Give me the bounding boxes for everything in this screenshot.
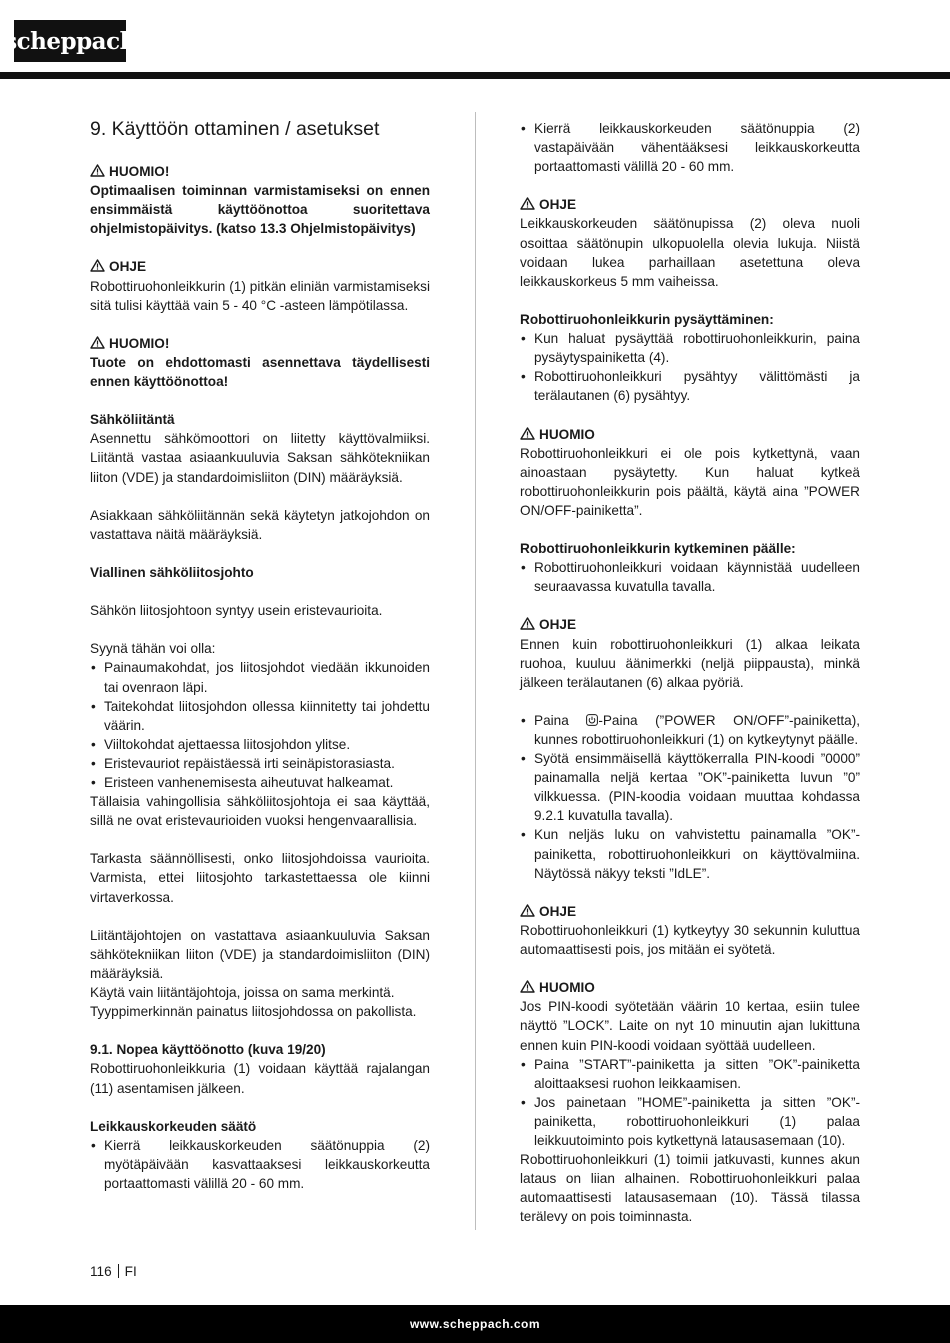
- electric-heading: Sähköliitäntä: [90, 412, 175, 428]
- note-text-4: Robottiruohonleikkuri (1) kytkeytyy 30 sekunnin kuluttua automaattisesti pois, jos mitään ei syötetä.: [520, 922, 860, 958]
- power-button-icon: [586, 714, 598, 726]
- note-text-2: Leikkauskorkeuden säätönupissa (2) oleva nuoli osoittaa säätönupin ulkopuolella olevia lukuja. Niistä voidaan lukea parhaillaan asetettuna oleva leikkauskorkeus 5 mm vaiheissa.: [520, 216, 860, 289]
- faulty-paragraph-6: Käytä vain liitäntäjohtoja, joissa on sama merkintä.: [90, 985, 395, 1001]
- lock-actions-list: [520, 1055, 860, 1150]
- faulty-paragraph-2: Syynä tähän voi olla:: [90, 641, 216, 657]
- warning-triangle-icon: [520, 427, 535, 440]
- scheppach-logo: [4, 20, 136, 62]
- list-item: • Kun haluat pysäyttää robottiruohonleikkurin, paina pysäytyspainiketta (4).: [521, 331, 860, 366]
- warning-label-4: HUOMIO: [520, 978, 860, 997]
- faulty-paragraph-5: Liitäntäjohtojen on vastattava asiaankuuluvia Saksan sähkötekniikan liiton (VDE) ja standardoimisliiton (DIN) määräyksiä.: [90, 927, 430, 981]
- note-label-2: OHJE: [520, 195, 860, 214]
- list-item: • Robottiruohonleikkuri voidaan käynnistää uudelleen seuraavassa kuvatulla tavalla.: [521, 560, 860, 595]
- section-title: 9. Käyttöön ottaminen / asetukset: [90, 118, 380, 140]
- quickstart-text: Robottiruohonleikkuria (1) voidaan käyttää rajalangan (11) asentamisen jälkeen.: [90, 1061, 430, 1096]
- list-item: • Paina -Paina (”POWER ON/OFF”-painiketta), kunnes robottiruohonleikkuri (1) on kytkeytynyt päälle.: [521, 712, 860, 747]
- list-item: • Viiltokohdat ajettaessa liitosjohdon ylitse.: [91, 736, 351, 752]
- quickstart-heading: 9.1. Nopea käyttöönotto (kuva 19/20): [90, 1042, 326, 1058]
- faulty-paragraph-7: Tyyppimerkinnän painatus liitosjohdossa on pakollista.: [90, 1004, 417, 1020]
- left-column: [90, 114, 430, 1193]
- language-code: FI: [124, 1264, 137, 1279]
- list-item: • Kierrä leikkauskorkeuden säätönuppia (2) myötäpäivään kasvattaaksesi leikkauskorkeutta portaattomasti välillä 20 - 60 mm.: [91, 1137, 430, 1191]
- electric-paragraph-1: Asennettu sähkömoottori on liitetty käyttövalmiiksi. Liitäntä vastaa asiaankuuluvia Saksan sähkötekniikan liiton (VDE) ja standardoimisliiton (DIN) määräyksiä.: [90, 431, 430, 485]
- footer-bar: [0, 1305, 950, 1343]
- faulty-cable-heading: Viallinen sähköliitosjohto: [90, 564, 254, 580]
- warning-triangle-icon: [90, 259, 105, 272]
- warning-text-4: Jos PIN-koodi syötetään väärin 10 kertaa, esiin tulee näyttö ”LOCK”. Laite on nyt 10 minuutin ajan lukittuna ennen kuin PIN-koodi voidaan syöttää uudelleen.: [520, 999, 860, 1053]
- warning-text-2: Tuote on ehdottomasti asennettava täydellisesti ennen käyttöönottoa!: [90, 354, 430, 390]
- note-text-1: Robottiruohonleikkurin (1) pitkän eliniän varmistamiseksi sitä tulisi käyttää vain 5 - 40 °C -asteen lämpötilassa.: [90, 278, 430, 313]
- list-item: • Paina ”START”-painiketta ja sitten ”OK”-painiketta aloittaaksesi ruohon leikkaamisen.: [521, 1056, 860, 1091]
- warning-label-1: HUOMIO!: [90, 162, 430, 181]
- stop-heading: Robottiruohonleikkurin pysäyttäminen:: [520, 311, 774, 327]
- warning-text-3: Robottiruohonleikkuri ei ole pois kytkettynä, vaan ainoastaan pysäytetty. Kun haluat kytkeä robottiruohonleikkurin pois päältä, käytä aina ”POWER ON/OFF-painiketta”.: [520, 445, 860, 518]
- list-item: • Taitekohdat liitosjohdon ollessa kiinnitetty tai johdettu väärin.: [91, 698, 430, 733]
- electric-paragraph-2: Asiakkaan sähköliitännän sekä käytetyn jatkojohdon on vastattava näitä määräyksiä.: [90, 507, 430, 542]
- brand-name: scheppach: [4, 27, 136, 55]
- warning-triangle-icon: [520, 904, 535, 917]
- height-adjust-list: [90, 1136, 430, 1193]
- height-adjust-list-cont: [520, 119, 860, 176]
- faulty-paragraph-3: Tällaisia vahingollisia sähköliitosjohtoja ei saa käyttää, sillä ne ovat eristevaurioiden vuoksi hengenvaarallisia.: [90, 794, 430, 829]
- warning-text-1: Optimaalisen toiminnan varmistamiseksi on ennen ensimmäistä käyttöönottoa suoritettava ohjelmistopäivitys. (katso 13.3 Ohjelmistopäivitys): [90, 183, 430, 237]
- faulty-paragraph-4: Tarkasta säännöllisesti, onko liitosjohdoissa vaurioita. Varmista, ettei liitosjohto tarkastettaessa ole kiinni virtaverkossa.: [90, 851, 430, 905]
- warning-triangle-icon: [90, 164, 105, 177]
- warning-triangle-icon: [90, 336, 105, 349]
- note-text-3: Ennen kuin robottiruohonleikkuri (1) alkaa leikata ruohoa, kuuluu äänimerkki (neljä piippausta), minkä jälkeen terälautanen (6) alkaa pyöriä.: [520, 636, 860, 690]
- header-rule: [0, 72, 950, 79]
- list-item: • Jos painetaan ”HOME”-painiketta ja sitten ”OK”-painiketta, robottiruohonleikkuri (1) palaa leikkuutoiminto pois kytkettynä latausasemaan (10).: [521, 1094, 860, 1148]
- right-column: [520, 119, 860, 1226]
- faulty-paragraph-1: Sähkön liitosjohtoon syntyy usein eristevaurioita.: [90, 603, 383, 619]
- warning-triangle-icon: [520, 617, 535, 630]
- list-item: • Robottiruohonleikkuri pysähtyy välittömästi ja terälautanen (6) pysähtyy.: [521, 369, 860, 404]
- page-separator: [118, 1264, 119, 1278]
- page-number: 116 FI: [90, 1264, 137, 1279]
- website-link[interactable]: www.scheppach.com: [409, 1317, 541, 1331]
- start-heading: Robottiruohonleikkurin kytkeminen päälle:: [520, 541, 796, 557]
- faulty-causes-list: [90, 658, 430, 792]
- note-label-3: OHJE: [520, 615, 860, 634]
- column-divider: [475, 112, 476, 1230]
- warning-triangle-icon: [520, 197, 535, 210]
- list-item: • Syötä ensimmäisellä käyttökerralla PIN-koodi ”0000” painamalla neljä kertaa ”OK”-painiketta luvun ”0” vilkkuessa. (PIN-koodia voidaan muuttaa kohdassa 9.2.1 kuvatulla tavalla).: [521, 751, 860, 824]
- warning-label-3: HUOMIO: [520, 425, 860, 444]
- list-item: • Eristeen vanhenemisesta aiheutuvat halkeamat.: [91, 775, 394, 790]
- warning-triangle-icon: [520, 980, 535, 993]
- note-label-4: OHJE: [520, 902, 860, 921]
- list-item: • Painaumakohdat, jos liitosjohdot viedään ikkunoiden tai ovenraon läpi.: [91, 660, 430, 695]
- height-adjust-heading: Leikkauskorkeuden säätö: [90, 1118, 257, 1134]
- list-item: • Eristevauriot repäistäessä irti seinäpistorasiasta.: [91, 755, 395, 771]
- warning-label-2: HUOMIO!: [90, 334, 430, 353]
- list-item: • Kierrä leikkauskorkeuden säätönuppia (2) vastapäivään vähentääksesi leikkauskorkeutta portaattomasti välillä 20 - 60 mm.: [521, 121, 860, 175]
- continuous-operation-text: Robottiruohonleikkuri (1) toimii jatkuvasti, kunnes akun lataus on liian alhainen. Robottiruohonleikkuri palaa automaattisesti latausasemaan (10). Tässä tilassa terälevy on pois toiminnasta.: [520, 1152, 860, 1225]
- startup-steps-list: [520, 711, 860, 883]
- note-label-1: OHJE: [90, 257, 430, 276]
- stop-list: [520, 329, 860, 405]
- start-list: [520, 558, 860, 596]
- list-item: • Kun neljäs luku on vahvistettu painamalla ”OK”-painiketta, robottiruohonleikkuri on käyttövalmiina. Näytössä näkyy teksti ”IdLE”.: [521, 827, 860, 881]
